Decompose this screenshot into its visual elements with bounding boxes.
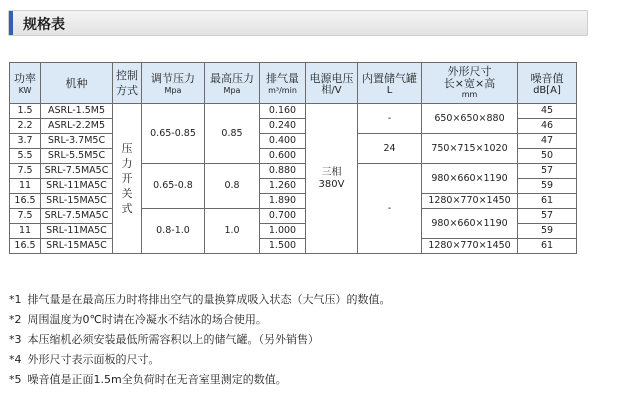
noise-cell: 57: [518, 209, 577, 224]
model-cell: SRL-11MA5C: [41, 179, 113, 194]
header-dims: 外形尺寸 长×宽×高 mm: [422, 63, 518, 104]
control-method-cell: 压 力 开 关 式: [113, 104, 142, 254]
noise-cell: 59: [518, 179, 577, 194]
noise-cell: 59: [518, 224, 577, 239]
noise-cell: 50: [518, 149, 577, 164]
model-cell: ASRL-2.2M5: [41, 119, 113, 134]
power-cell: 7.5: [10, 164, 41, 179]
noise-cell: 45: [518, 104, 577, 119]
power-cell: 3.7: [10, 134, 41, 149]
displacement-cell: 0.240: [260, 119, 306, 134]
model-cell: SRL-3.7M5C: [41, 134, 113, 149]
displacement-cell: 1.260: [260, 179, 306, 194]
dims-cell: 750×715×1020: [422, 134, 518, 164]
reg-pressure-cell: 0.65-0.8: [142, 164, 205, 209]
displacement-cell: 0.880: [260, 164, 306, 179]
noise-cell: 57: [518, 164, 577, 179]
model-cell: SRL-11MA5C: [41, 224, 113, 239]
footnote: *2 周围温度为0℃时请在冷凝水不结冰的场合使用。: [9, 313, 267, 326]
header-max-pressure: 最高压力 Mpa: [205, 63, 260, 104]
table-row: [10, 134, 577, 149]
noise-cell: 61: [518, 194, 577, 209]
model-cell: SRL-15MA5C: [41, 239, 113, 254]
dims-cell: 980×660×1190: [422, 164, 518, 194]
displacement-cell: 0.600: [260, 149, 306, 164]
power-cell: 2.2: [10, 119, 41, 134]
footnote: *3 本压缩机必须安装最低所需容积以上的储气罐。（另外销售）: [9, 333, 319, 346]
tank-cell: -: [358, 104, 422, 134]
max-pressure-cell: 0.8: [205, 164, 260, 209]
displacement-cell: 0.700: [260, 209, 306, 224]
displacement-cell: 1.000: [260, 224, 306, 239]
header-model: 机种: [41, 63, 113, 104]
dims-cell: 650×650×880: [422, 104, 518, 134]
max-pressure-cell: 1.0: [205, 209, 260, 254]
table-header-row: [10, 63, 577, 104]
model-cell: SRL-7.5MA5C: [41, 209, 113, 224]
power-cell: 16.5: [10, 239, 41, 254]
table-row: [10, 104, 577, 119]
header-power: 功率 KW: [10, 63, 41, 104]
displacement-cell: 0.400: [260, 134, 306, 149]
power-cell: 16.5: [10, 194, 41, 209]
spec-table: [9, 62, 577, 254]
reg-pressure-cell: 0.65-0.85: [142, 104, 205, 164]
model-cell: SRL-7.5MA5C: [41, 164, 113, 179]
header-tank: 内置储气罐 L: [358, 63, 422, 104]
model-cell: SRL-5.5M5C: [41, 149, 113, 164]
table-row: [10, 209, 577, 224]
noise-cell: 47: [518, 134, 577, 149]
supply-cell: 三相 380V: [306, 104, 358, 254]
title-accent-bar: [9, 11, 13, 35]
dims-cell: 1280×770×1450: [422, 239, 518, 254]
power-cell: 5.5: [10, 149, 41, 164]
tank-cell: -: [358, 164, 422, 254]
model-cell: SRL-15MA5C: [41, 194, 113, 209]
power-cell: 1.5: [10, 104, 41, 119]
header-noise: 噪音值 dB[A]: [518, 63, 577, 104]
header-supply: 电源电压 相/V: [306, 63, 358, 104]
max-pressure-cell: 0.85: [205, 104, 260, 164]
table-row: [10, 194, 577, 209]
noise-cell: 46: [518, 119, 577, 134]
footnotes: [9, 290, 609, 390]
dims-cell: 1280×770×1450: [422, 194, 518, 209]
section-title-bar: [8, 10, 588, 36]
reg-pressure-cell: 0.8-1.0: [142, 209, 205, 254]
header-displacement: 排气量 m³/min: [260, 63, 306, 104]
footnote: *4 外形尺寸表示面板的尺寸。: [9, 353, 160, 366]
footnote: *1 排气量是在最高压力时将排出空气的量换算成吸入状态（大气压）的数值。: [9, 293, 391, 306]
displacement-cell: 1.500: [260, 239, 306, 254]
noise-cell: 61: [518, 239, 577, 254]
model-cell: ASRL-1.5M5: [41, 104, 113, 119]
table-row: [10, 164, 577, 179]
dims-cell: 980×660×1190: [422, 209, 518, 239]
table-row: [10, 239, 577, 254]
header-reg-pressure: 调节压力 Mpa: [142, 63, 205, 104]
page-title: 规格表: [23, 17, 65, 33]
footnote: *5 噪音值是正面1.5m全负荷时在无音室里测定的数值。: [9, 373, 287, 386]
displacement-cell: 0.160: [260, 104, 306, 119]
power-cell: 7.5: [10, 209, 41, 224]
displacement-cell: 1.890: [260, 194, 306, 209]
header-control: 控制方式: [113, 63, 142, 104]
tank-cell: 24: [358, 134, 422, 164]
power-cell: 11: [10, 224, 41, 239]
power-cell: 11: [10, 179, 41, 194]
